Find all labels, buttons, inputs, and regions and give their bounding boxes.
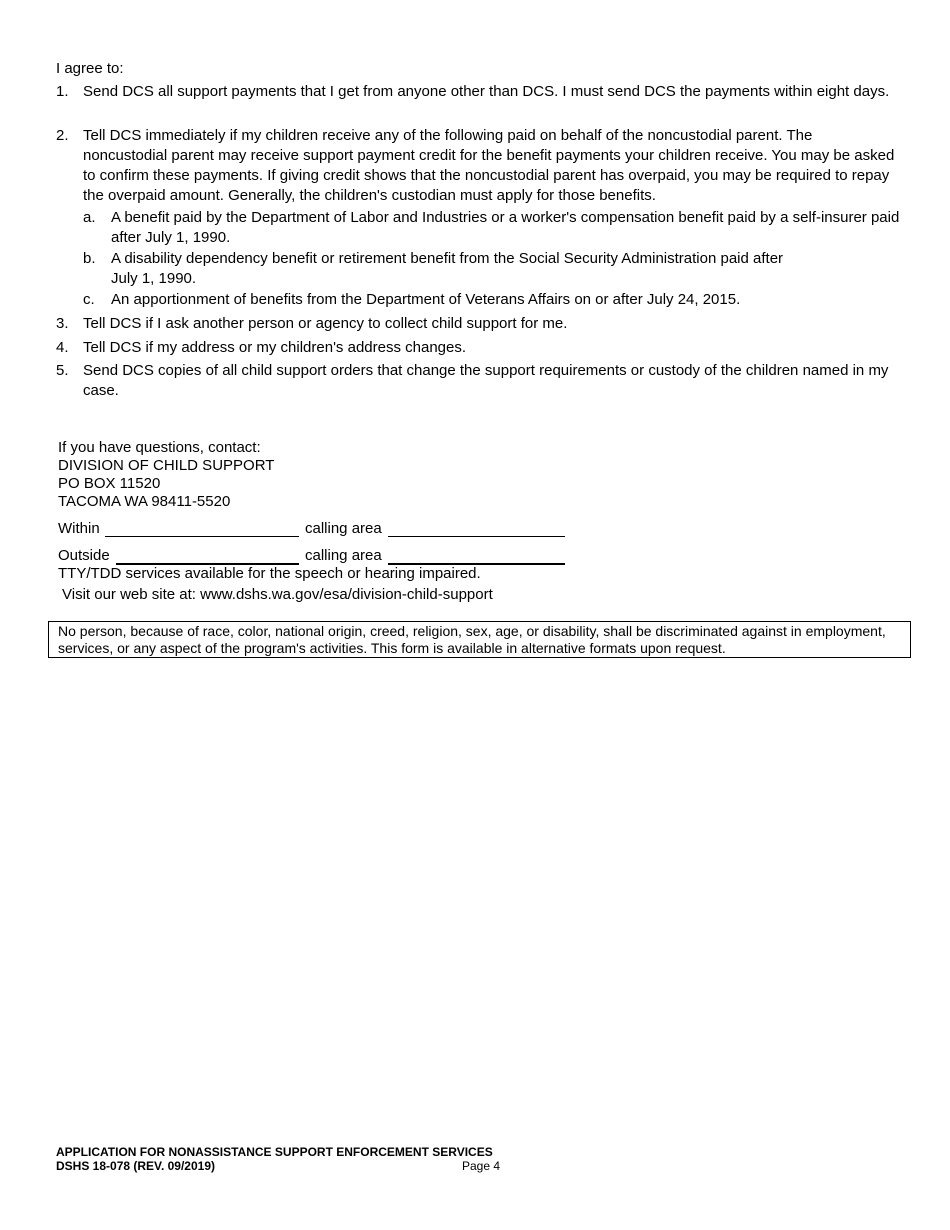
contact-city: TACOMA WA 98411-5520 xyxy=(58,493,231,510)
subitem-letter: c. xyxy=(83,291,95,308)
list-item: Tell DCS if my address or my children's address changes. xyxy=(83,339,467,356)
calling-area-label: calling area xyxy=(305,547,382,564)
item-number: 1. xyxy=(56,83,69,100)
contact-pobox: PO BOX 11520 xyxy=(58,475,161,492)
nondiscrimination-notice: No person, because of race, color, national origin, creed, religion, sex, age, or disability, shall be discriminated against in employment, services, or any aspect of the program's activities. This form is available in alternative formats upon request. xyxy=(48,621,911,658)
item-number: 3. xyxy=(56,315,69,332)
item-number: 2. xyxy=(56,127,69,144)
list-item: Tell DCS immediately if my children receive any of the following paid on behalf of the noncustodial parent. The noncustodial parent may receive support payment credit for the benefit payments your children receive. You may be asked to confirm these payments. If giving credit shows that the noncustodial parent has overpaid, you may be required to repay the overpaid amount. Generally, the children's custodian must apply for those benefits. xyxy=(83,127,895,204)
subitem-letter: a. xyxy=(83,209,96,226)
form-title: APPLICATION FOR NONASSISTANCE SUPPORT ENFORCEMENT SERVICES xyxy=(56,1145,493,1159)
list-item: Send DCS copies of all child support orders that change the support requirements or custody of the children named in my case. xyxy=(83,362,889,399)
website-text: Visit our web site at: www.dshs.wa.gov/esa/division-child-support xyxy=(62,586,493,603)
within-calling-area-field[interactable] xyxy=(388,536,565,537)
item-number: 4. xyxy=(56,339,69,356)
subitem-letter: b. xyxy=(83,250,96,267)
outside-label: Outside xyxy=(58,547,110,564)
within-label: Within xyxy=(58,520,100,537)
form-number: DSHS 18-078 (REV. 09/2019) xyxy=(56,1159,215,1173)
page-number: Page 4 xyxy=(462,1159,501,1173)
sub-list-item: A benefit paid by the Department of Labor and Industries or a worker's compensation benefit paid by a self-insurer paid after July 1, 1990. xyxy=(111,209,900,246)
sub-list-item: A disability dependency benefit or retirement benefit from the Social Security Administration paid after xyxy=(111,250,784,267)
list-item: Tell DCS if I ask another person or agency to collect child support for me. xyxy=(83,315,568,332)
contact-block xyxy=(58,439,274,511)
sub-list-item: An apportionment of benefits from the Department of Veterans Affairs on or after July 24, 2015. xyxy=(111,291,741,308)
within-phone-field[interactable] xyxy=(105,536,299,537)
tty-text: TTY/TDD services available for the speech or hearing impaired. xyxy=(58,565,481,582)
calling-area-label: calling area xyxy=(305,520,382,537)
list-item: Send DCS all support payments that I get from anyone other than DCS. I must send DCS the payments within eight days. xyxy=(83,83,890,100)
contact-org: DIVISION OF CHILD SUPPORT xyxy=(58,457,275,474)
sub-list-item-continued: July 1, 1990. xyxy=(111,270,197,287)
contact-heading: If you have questions, contact: xyxy=(58,439,261,456)
intro-text: I agree to: xyxy=(56,60,124,77)
item-number: 5. xyxy=(56,362,69,379)
